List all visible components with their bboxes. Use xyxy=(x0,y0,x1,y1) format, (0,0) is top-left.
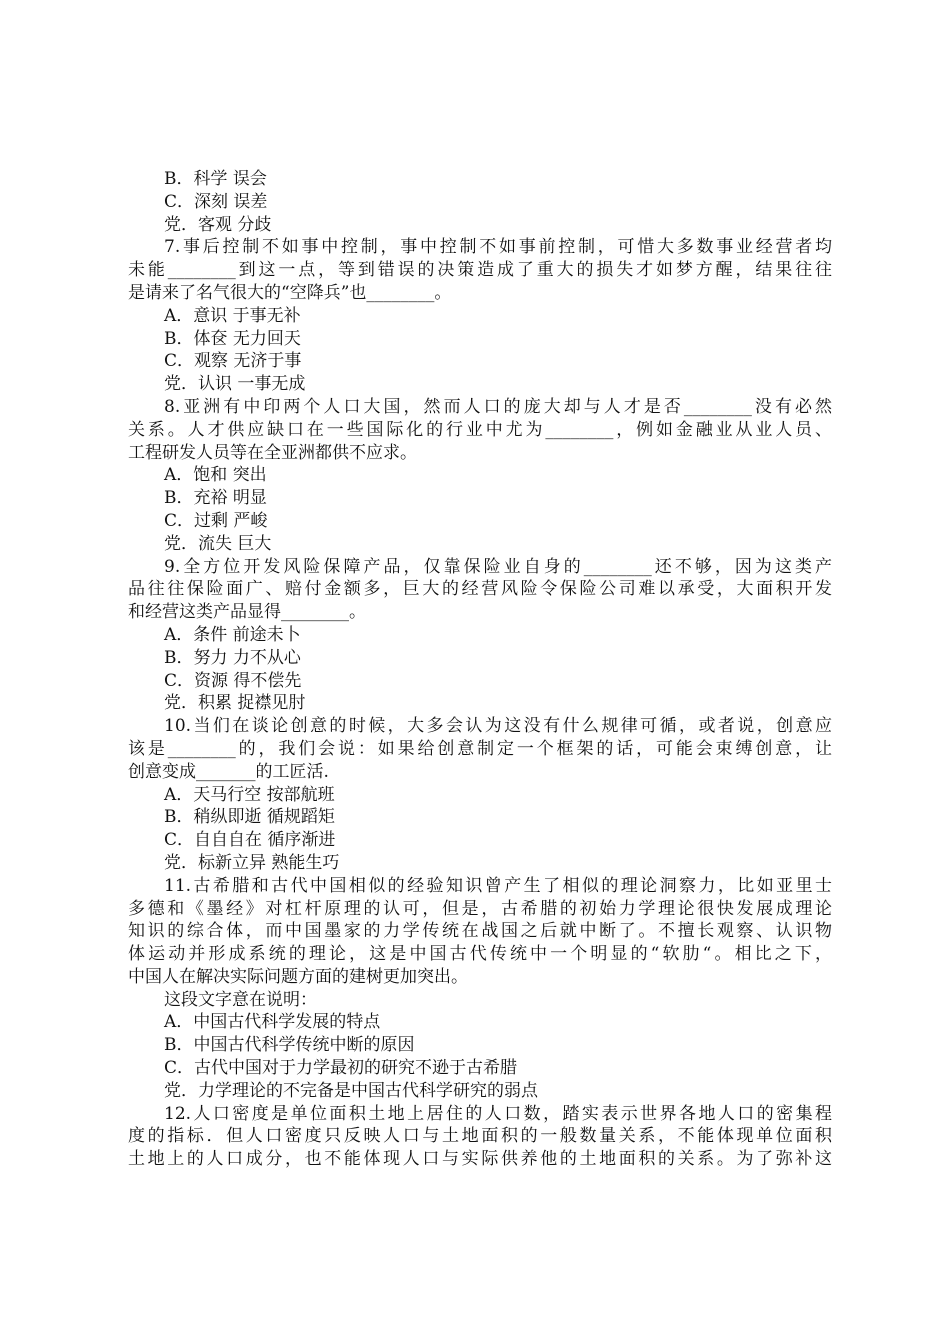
question-text-line: 9.全方位开发风险保障产品，仅靠保险业自身的________还不够，因为这类产 xyxy=(164,556,832,577)
option-line: 党．认识 一事无成 xyxy=(164,374,306,395)
question-text-line: 土地上的人口成分，也不能体现人口与实际供养他的土地面积的关系。为了弥补这 xyxy=(128,1149,832,1170)
question-text-line: 度的指标．但人口密度只反映人口与土地面积的一般数量关系，不能体现单位面积 xyxy=(128,1126,832,1147)
option-line: A．中国古代科学发展的特点 xyxy=(164,1012,381,1033)
option-line: 党．标新立异 熟能生巧 xyxy=(164,852,340,873)
question-text-line: 知识的综合体，而中国墨家的力学传统在战国之后就中断了。不擅长观察、认识物 xyxy=(128,921,832,942)
question-text-line: 多德和《墨经》对杠杆原理的认可，但是，古希腊的初始力学理论很快发展成理论 xyxy=(128,898,832,919)
question-text-line: 7.事后控制不如事中控制，事中控制不如事前控制，可惜大多数事业经营者均 xyxy=(164,237,832,258)
question-text-line: 品往往保险面广、赔付金额多，巨大的经营风险令保险公司难以承受，大面积开发 xyxy=(128,579,832,600)
option-line: A．条件 前途未卜 xyxy=(164,624,301,645)
option-line: B．体奁 无力回天 xyxy=(164,328,301,349)
option-line: 党．客观 分歧 xyxy=(164,214,272,235)
question-text-line: 11.古希腊和古代中国相似的经验知识曾产生了相似的理论洞察力，比如亚里士 xyxy=(164,875,832,896)
question-text-line: 体运动并形成系统的理论，这是中国古代传统中一个明显的“软肋“。相比之下， xyxy=(128,944,832,965)
question-text-line: 该是________的，我们会说：如果给创意制定一个框架的话，可能会束缚创意，让 xyxy=(128,738,832,759)
option-line: B．充裕 明显 xyxy=(164,488,267,509)
option-line: C．过剩 严峻 xyxy=(164,510,268,531)
option-line: 党．力学理论的不完备是中国古代科学研究的弱点 xyxy=(164,1080,538,1101)
option-line: A．饱和 突出 xyxy=(164,465,267,486)
option-line: B．稍纵即逝 循规蹈矩 xyxy=(164,807,335,828)
option-line: A．天马行空 按部航班 xyxy=(164,784,335,805)
option-line: 党．流失 巨大 xyxy=(164,533,272,554)
question-text-line: 创意变成_______的工匠活. xyxy=(128,761,329,782)
option-line: C．观察 无济于事 xyxy=(164,351,302,372)
question-prompt-line: 这段文字意在说明： xyxy=(164,989,317,1010)
question-text-line: 12.人口密度是单位面积土地上居住的人口数，踏实表示世界各地人口的密集程 xyxy=(164,1103,832,1124)
question-text-line: 是请来了名气很大的“空降兵”也________。 xyxy=(128,282,452,303)
option-line: A．意识 于事无补 xyxy=(164,305,301,326)
question-text-line: 关系。人才供应缺口在一些国际化的行业中尤为________，例如金融业从业人员、 xyxy=(128,419,832,440)
option-line: 党．积累 捉襟见肘 xyxy=(164,693,306,714)
question-text-line: 和经营这类产品显得________。 xyxy=(128,602,366,623)
option-line: C．深刻 误差 xyxy=(164,191,268,212)
option-line: B．努力 力不从心 xyxy=(164,647,301,668)
question-text-line: 中国人在解决实际问题方面的建树更加突出。 xyxy=(128,966,468,987)
question-text-line: 未能________到这一点，等到错误的决策造成了重大的损失才如梦方醒，结果往往 xyxy=(128,260,832,281)
question-text-line: 工程研发人员等在全亚洲都供不应求。 xyxy=(128,442,417,463)
option-line: C．资源 得不偿先 xyxy=(164,670,302,691)
option-line: C．自自自在 循序渐进 xyxy=(164,830,336,851)
document-page xyxy=(128,168,832,1171)
question-text-line: 10.当们在谈论创意的时候，大多会认为这没有什么规律可循，或者说，创意应 xyxy=(164,716,832,737)
question-text-line: 8.亚洲有中印两个人口大国，然而人口的庞大却与人才是否________没有必然 xyxy=(164,396,832,417)
option-line: B．中国古代科学传统中断的原因 xyxy=(164,1035,415,1056)
option-line: C．古代中国对于力学最初的研究不逊于古希腊 xyxy=(164,1058,518,1079)
option-line: B．科学 误会 xyxy=(164,169,267,189)
